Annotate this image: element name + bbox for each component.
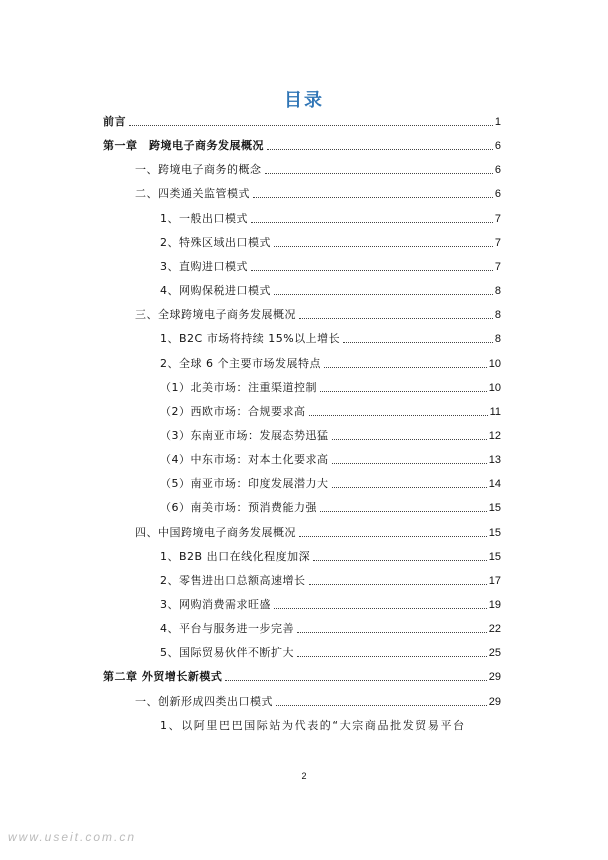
toc-entry[interactable] <box>103 137 501 155</box>
toc-leader-dots <box>309 584 487 585</box>
toc-leader-dots <box>251 222 493 223</box>
toc-entry-page: 29 <box>488 671 501 684</box>
toc-entry-label: 三、全球跨境电子商务发展概况 <box>135 308 296 322</box>
toc-entry[interactable] <box>135 161 501 179</box>
toc-leader-dots <box>343 342 493 343</box>
toc-leader-dots <box>297 632 487 633</box>
toc-leader-dots <box>274 294 493 295</box>
toc-leader-dots <box>274 608 487 609</box>
toc-leader-dots <box>274 246 493 247</box>
toc-entry-page: 15 <box>488 526 501 539</box>
toc-entry[interactable] <box>135 693 501 711</box>
toc-entry[interactable] <box>160 403 501 421</box>
toc-entry-label: 一、创新形成四类出口模式 <box>135 694 273 708</box>
toc-leader-dots <box>297 656 487 657</box>
toc-entry[interactable] <box>135 524 501 542</box>
toc-entry-page: 17 <box>488 574 501 587</box>
toc-title: 目录 <box>284 90 324 111</box>
toc-leader-dots <box>129 125 493 126</box>
toc-entry-page: 8 <box>494 309 501 322</box>
toc-entry-label: 3、直购进口模式 <box>160 259 248 273</box>
toc-leader-dots <box>299 536 487 537</box>
toc-entry-label: 第一章 跨境电子商务发展概况 <box>103 139 264 153</box>
toc-entry[interactable] <box>160 234 501 252</box>
toc-entry-label: 前言 <box>103 115 126 128</box>
toc-leader-dots <box>324 367 487 368</box>
toc-entry-page: 15 <box>488 502 501 515</box>
toc-leader-dots <box>299 318 493 319</box>
toc-entry-label: 4、平台与服务进一步完善 <box>160 622 294 636</box>
toc-entry[interactable] <box>160 644 501 662</box>
toc-entry-page: 7 <box>494 212 501 225</box>
toc-entry[interactable] <box>160 475 501 493</box>
toc-entry-page: 10 <box>488 381 501 394</box>
toc-entry-page: 1 <box>494 116 501 128</box>
watermark: www.useit.com.cn <box>8 830 137 844</box>
toc-entry-page: 6 <box>494 164 501 177</box>
toc-entry[interactable] <box>160 258 501 276</box>
toc-leader-dots <box>320 391 487 392</box>
toc-leader-dots <box>332 487 487 488</box>
toc-entry[interactable] <box>160 282 501 300</box>
toc-entry-label: 2、特殊区域出口模式 <box>160 235 271 249</box>
toc-entry-label: 四、中国跨境电子商务发展概况 <box>135 525 296 539</box>
toc-leader-dots <box>276 705 487 706</box>
toc-entry-label: 1、B2B 出口在线化程度加深 <box>160 549 311 563</box>
toc-leader-dots <box>251 270 493 271</box>
toc-leader-dots <box>267 149 493 150</box>
toc-entry-page: 14 <box>488 478 501 491</box>
toc-entry-label: （2）西欧市场：合规要求高 <box>160 404 306 418</box>
toc-entry[interactable] <box>160 379 501 397</box>
page-number: 2 <box>301 771 307 781</box>
toc-entry[interactable] <box>135 306 501 324</box>
toc-entry[interactable] <box>160 355 501 373</box>
toc-entry-label: 2、零售进出口总额高速增长 <box>160 573 306 587</box>
toc-leader-dots <box>313 560 487 561</box>
toc-entry-page: 29 <box>488 695 501 708</box>
toc-entry-page: 6 <box>494 140 501 153</box>
toc-entry-page: 13 <box>488 454 501 467</box>
toc-leader-dots <box>225 680 486 681</box>
toc-entry[interactable] <box>160 451 501 469</box>
toc-entry[interactable] <box>160 572 501 590</box>
toc-entry-label: 一、跨境电子商务的概念 <box>135 163 262 177</box>
toc-entry[interactable] <box>103 113 501 131</box>
toc-entry[interactable] <box>103 668 501 686</box>
toc-entry-label: 1、B2C 市场将持续 15%以上增长 <box>160 332 341 346</box>
toc-entry-label: （5）南亚市场：印度发展潜力大 <box>160 477 329 491</box>
toc-entry-page: 15 <box>488 550 501 563</box>
toc-entry-page: 7 <box>494 260 501 273</box>
toc-entry-page: 19 <box>488 599 501 611</box>
toc-entry-label: 1、一般出口模式 <box>160 211 248 225</box>
toc-entry[interactable] <box>160 427 501 445</box>
toc-entry-label: 5、国际贸易伙伴不断扩大 <box>160 646 294 660</box>
toc-leader-dots <box>309 415 488 416</box>
toc-leader-dots <box>332 463 487 464</box>
toc-entry[interactable] <box>160 596 501 614</box>
toc-entry-page: 25 <box>488 647 501 660</box>
toc-entry-page: 12 <box>488 429 501 442</box>
toc-entry[interactable] <box>160 330 501 348</box>
toc-entry-page: 7 <box>494 236 501 249</box>
toc-entry[interactable] <box>135 185 501 203</box>
toc-entry[interactable] <box>160 499 501 517</box>
toc-leader-dots <box>265 173 493 174</box>
toc-entry-page: 8 <box>494 285 501 298</box>
toc-entry[interactable] <box>160 620 501 638</box>
toc-entry-page: 11 <box>489 405 501 418</box>
toc-leader-dots <box>320 511 487 512</box>
toc-entry-label: 二、四类通关监管模式 <box>135 187 250 201</box>
toc-entry-label: （6）南美市场：预消费能力强 <box>160 501 317 515</box>
toc-entry[interactable] <box>160 717 501 735</box>
toc-entry-label: 4、网购保税进口模式 <box>160 284 271 298</box>
toc-entry-page: 10 <box>488 357 501 370</box>
toc-entry-page: 6 <box>494 188 501 201</box>
toc-entry-label: （4）中东市场：对本土化要求高 <box>160 453 329 467</box>
toc-entry-label: 第二章 外贸增长新模式 <box>103 670 223 684</box>
toc-entry-page: 22 <box>488 623 501 636</box>
toc-entry-label: （1）北美市场：注重渠道控制 <box>160 380 317 394</box>
toc-entry-label: 2、全球 6 个主要市场发展特点 <box>160 356 321 370</box>
toc-leader-dots <box>332 439 487 440</box>
toc-entry[interactable] <box>160 210 501 228</box>
toc-entry-page: 8 <box>494 333 501 346</box>
toc-entry-label: 3、网购消费需求旺盛 <box>160 598 271 611</box>
toc-entry-label: 1、以阿里巴巴国际站为代表的“大宗商品批发贸易平台 <box>160 718 466 732</box>
toc-entry[interactable] <box>160 548 501 566</box>
toc-entry-label: （3）东南亚市场：发展态势迅猛 <box>160 428 329 442</box>
toc-leader-dots <box>253 197 493 198</box>
